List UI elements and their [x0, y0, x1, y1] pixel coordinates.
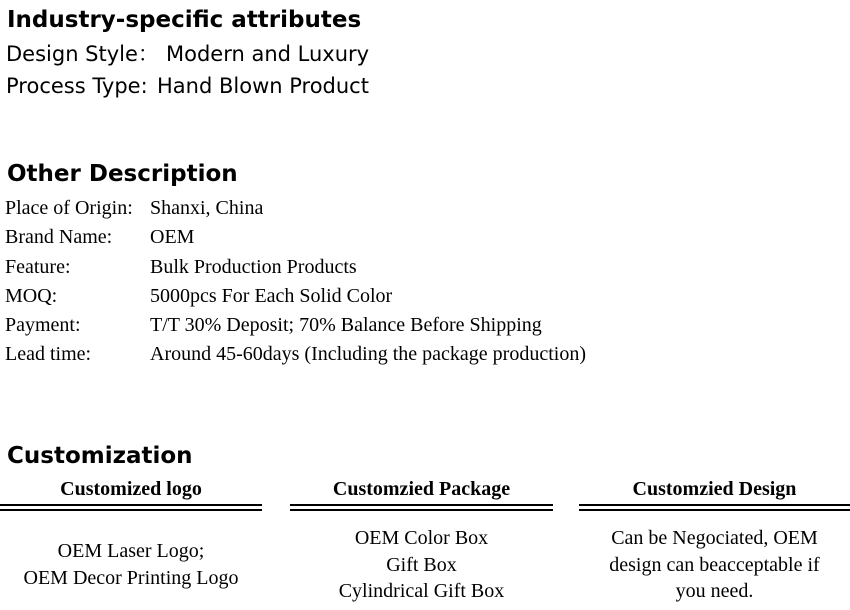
brand-name-value: OEM: [150, 226, 195, 248]
column-rule: [579, 509, 850, 511]
column-line: Cylindrical Gift Box: [338, 580, 505, 602]
place-of-origin-label: Place of Origin:: [5, 197, 133, 219]
payment-label: Payment:: [5, 314, 81, 336]
customized-design-column: [579, 476, 850, 610]
column-rule: [290, 509, 553, 511]
column-line: Gift Box: [386, 553, 457, 576]
column-line: you need.: [675, 580, 754, 602]
moq-label: MOQ:: [5, 285, 58, 307]
column-line: design can beacceptable if: [609, 553, 820, 576]
spec-row: [5, 341, 586, 367]
feature-label: Feature:: [5, 256, 71, 278]
column-title: Customized logo: [60, 478, 202, 500]
spec-row: [5, 312, 542, 338]
design-style-row: [6, 39, 370, 69]
customized-package-column: [290, 476, 553, 610]
column-line: OEM Decor Printing Logo: [23, 566, 239, 589]
column-body: [290, 525, 553, 605]
process-type-value: Hand Blown Product: [157, 74, 369, 98]
customization-heading: Customization: [7, 443, 193, 469]
spec-row: [5, 224, 194, 250]
design-style-value: Modern and Luxury: [166, 42, 370, 66]
process-type-row: [6, 71, 369, 101]
place-of-origin-value: Shanxi, China: [150, 197, 264, 219]
lead-time-value: Around 45-60days (Including the package production): [150, 343, 586, 365]
spec-row: [5, 283, 392, 309]
customized-logo-column: [0, 476, 262, 610]
column-title: Customzied Package: [332, 478, 511, 500]
column-rule: [579, 504, 850, 506]
column-body: [579, 525, 850, 605]
spec-row: [5, 195, 263, 221]
payment-value: T/T 30% Deposit; 70% Balance Before Shipping: [150, 314, 542, 336]
column-rule: [0, 509, 262, 511]
feature-value: Bulk Production Products: [150, 256, 357, 278]
spec-row: [5, 254, 357, 280]
column-rule: [290, 504, 553, 506]
column-title: Customzied Design: [632, 478, 797, 500]
column-rule: [0, 504, 262, 506]
design-style-label: Design Style：: [6, 42, 159, 66]
column-line: OEM Color Box: [354, 527, 489, 549]
column-line: OEM Laser Logo;: [57, 540, 205, 562]
brand-name-label: Brand Name:: [5, 226, 113, 248]
lead-time-label: Lead time:: [5, 343, 92, 365]
column-body: [0, 538, 262, 591]
industry-heading: Industry-specific attributes: [7, 7, 362, 33]
other-description-heading: Other Description: [7, 161, 238, 187]
process-type-label: Process Type:: [6, 74, 148, 98]
column-line: Can be Negociated, OEM: [611, 527, 818, 549]
moq-value: 5000pcs For Each Solid Color: [150, 285, 393, 307]
